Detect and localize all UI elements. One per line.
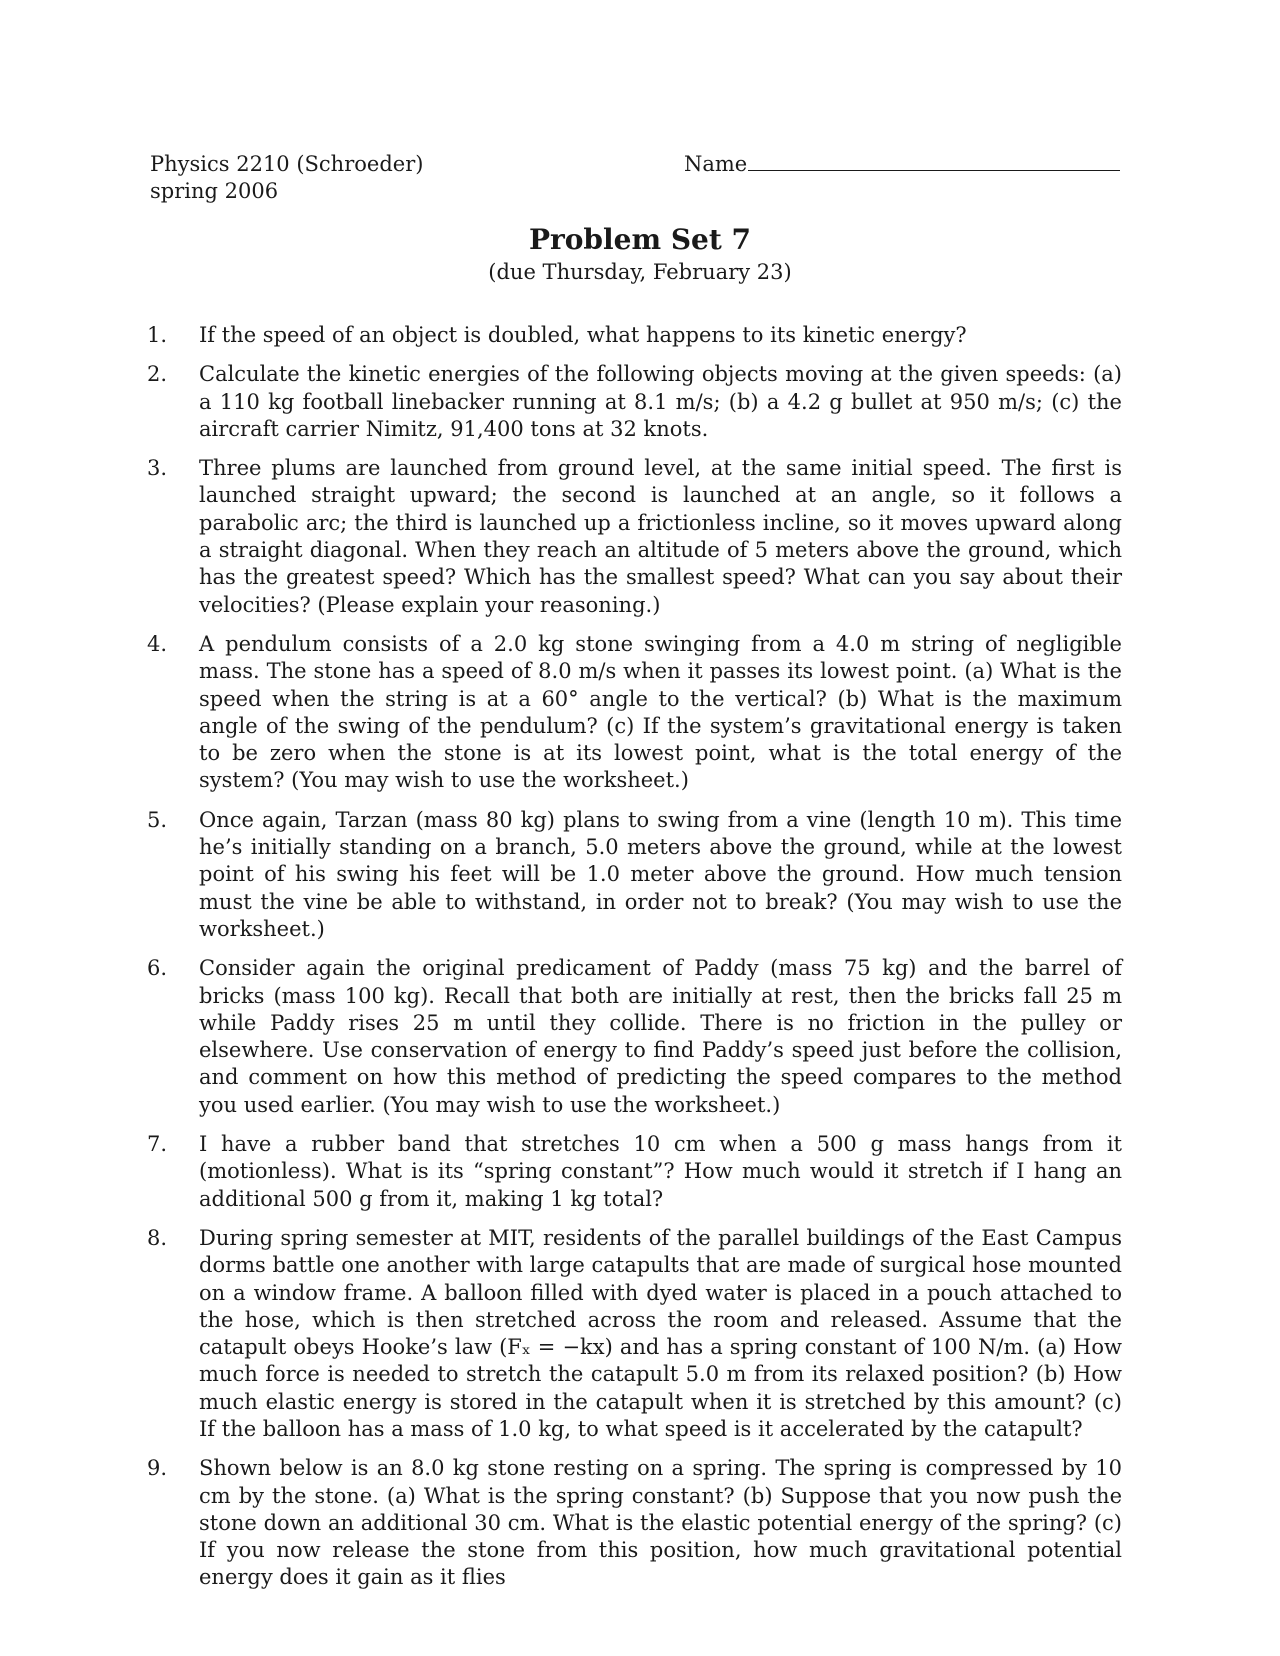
problem-number: 5. (147, 807, 168, 832)
problem-text: Calculate the kinetic energies of the following objects moving at the given speeds: (a) a 110 kg football linebacker running at 8.1 m/s; (b) a 4.2 g bullet at 950 m/s; (c) the aircraft carrier Nimitz, 91,400 tons at 32 knots. (199, 362, 1122, 441)
name-blank-line (748, 170, 1120, 171)
course-header (150, 151, 423, 205)
problem-number: 8. (147, 1225, 168, 1250)
title-block (0, 222, 1280, 286)
problem-item (147, 955, 1122, 1119)
problem-item (147, 807, 1122, 943)
problem-item (147, 322, 1122, 349)
course-title: Physics 2210 (Schroeder) (150, 152, 424, 176)
due-date: (due Thursday, February 23) (488, 260, 792, 284)
problem-text: Shown below is an 8.0 kg stone resting on a spring. The spring is compressed by 10 cm by the stone. (a) What is the spring constant? (b) Suppose that you now push the stone down an additional 30 cm. What is the elastic potential energy of the spring? (c) If you now release the stone from this position, how much gravitational potential energy does it gain as it flies (199, 1456, 1122, 1590)
page-title: Problem Set 7 (528, 223, 752, 256)
problem-item (147, 1225, 1122, 1443)
problem-text: During spring semester at MIT, residents of the parallel buildings of the East Campus dorms battle one another with large catapults that are made of surgical hose mounted on a window frame. A balloon filled with dyed water is placed in a pouch attached to the hose, which is then stretched across the room and released. Assume that the catapult obeys Hooke’s law (Fₓ = −kx) and has a spring constant of 100 N/m. (a) How much force is needed to stretch the catapult 5.0 m from its relaxed position? (b) How much elastic energy is stored in the catapult when it is stretched by this amount? (c) If the balloon has a mass of 1.0 kg, to what speed is it accelerated by the catapult? (199, 1225, 1122, 1441)
course-term: spring 2006 (150, 179, 279, 203)
problem-item (147, 361, 1122, 443)
problem-number: 7. (147, 1132, 168, 1157)
problem-number: 3. (147, 456, 168, 481)
problem-text: If the speed of an object is doubled, what happens to its kinetic energy? (199, 323, 967, 347)
problem-number: 4. (147, 631, 168, 656)
problem-text: A pendulum consists of a 2.0 kg stone swinging from a 4.0 m string of negligible mass. The stone has a speed of 8.0 m/s when it passes its lowest point. (a) What is the speed when the string is at a 60° angle to the vertical? (b) What is the maximum angle of the swing of the pendulum? (c) If the system’s gravitational energy is taken to be zero when the stone is at its lowest point, what is the total energy of the system? (You may wish to use the worksheet.) (199, 631, 1122, 793)
problem-item (147, 455, 1122, 619)
problem-list (147, 322, 1122, 1604)
problem-text: Three plums are launched from ground level, at the same initial speed. The first is launched straight upward; the second is launched at an angle, so it follows a parabolic arc; the third is launched up a frictionless incline, so it moves upward along a straight diagonal. When they reach an altitude of 5 meters above the ground, which has the greatest speed? Which has the smallest speed? What can you say about their velocities? (Please explain your reasoning.) (199, 456, 1122, 617)
problem-text: Consider again the original predicament of Paddy (mass 75 kg) and the barrel of bricks (mass 100 kg). Recall that both are initially at rest, then the bricks fall 25 m while Paddy rises 25 m until they collide. There is no friction in the pulley or elsewhere. Use conservation of energy to find Paddy’s speed just before the collision, and comment on how this method of predicting the speed compares to the method you used earlier. (You may wish to use the worksheet.) (199, 956, 1122, 1117)
problem-number: 9. (147, 1456, 168, 1481)
problem-item (147, 1455, 1122, 1591)
problem-number: 6. (147, 956, 168, 981)
problem-item (147, 631, 1122, 795)
problem-text: I have a rubber band that stretches 10 cm when a 500 g mass hangs from it (motionless). What is its “spring constant”? How much would it stretch if I hang an additional 500 g from it, making 1 kg total? (199, 1132, 1122, 1211)
problem-item (147, 1131, 1122, 1213)
problem-number: 1. (147, 323, 168, 347)
problem-text: Once again, Tarzan (mass 80 kg) plans to swing from a vine (length 10 m). This time he’s initially standing on a branch, 5.0 meters above the ground, while at the lowest point of his swing his feet will be 1.0 meter above the ground. How much tension must the vine be able to withstand, in order not to break? (You may wish to use the worksheet.) (199, 807, 1122, 941)
name-label: Name (684, 152, 748, 176)
problem-number: 2. (147, 362, 168, 387)
